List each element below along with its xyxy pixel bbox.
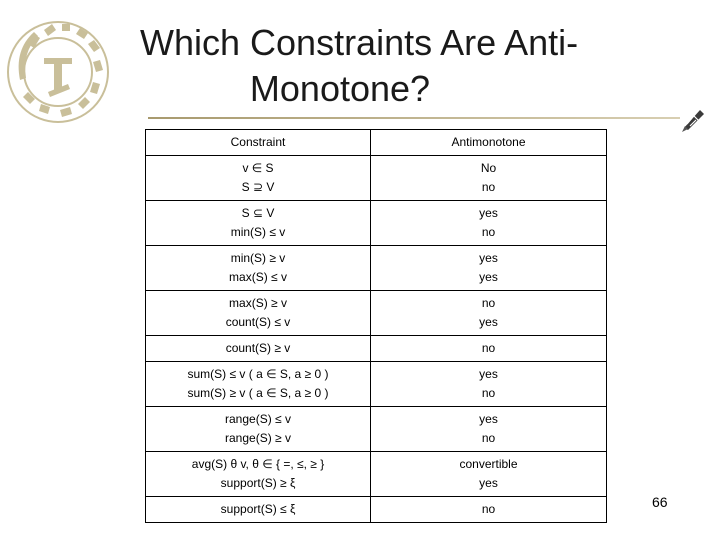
constraint-text: min(S) ≤ v bbox=[230, 225, 286, 239]
antimonotone-cell bbox=[371, 201, 607, 246]
antimonotone-value: no bbox=[481, 386, 496, 400]
constraint-text: max(S) ≥ v bbox=[229, 296, 287, 310]
antimonotone-value: no bbox=[481, 431, 496, 445]
constraint-text: avg(S) θ v, θ ∈ { =, ≤, ≥ } bbox=[191, 457, 325, 471]
constraint-text: support(S) ≥ ξ bbox=[220, 476, 296, 490]
table-row bbox=[146, 362, 607, 407]
table-row bbox=[146, 291, 607, 336]
antimonotone-value: yes bbox=[479, 251, 498, 265]
header-constraint: Constraint bbox=[146, 130, 371, 156]
antimonotone-value: no bbox=[481, 225, 496, 239]
constraint-cell bbox=[146, 362, 371, 407]
constraint-cell bbox=[146, 201, 371, 246]
antimonotone-value: yes bbox=[479, 315, 498, 329]
constraint-cell bbox=[146, 291, 371, 336]
constraint-cell bbox=[146, 407, 371, 452]
slide-title bbox=[140, 20, 579, 112]
constraint-cell bbox=[146, 336, 371, 362]
antimonotone-value: no bbox=[481, 502, 496, 516]
antimonotone-value: no bbox=[481, 180, 496, 194]
constraint-text: sum(S) ≤ v ( a ∈ S, a ≥ 0 ) bbox=[187, 367, 329, 381]
title-divider bbox=[148, 117, 680, 119]
constraint-cell bbox=[146, 156, 371, 201]
antimonotone-cell bbox=[371, 156, 607, 201]
quill-pen-ornament-icon bbox=[678, 104, 708, 134]
constraint-text: max(S) ≤ v bbox=[229, 270, 287, 284]
constraint-text: count(S) ≥ v bbox=[225, 341, 291, 355]
constraint-text: S ⊆ V bbox=[241, 206, 275, 220]
constraint-text: count(S) ≤ v bbox=[225, 315, 291, 329]
table-row bbox=[146, 497, 607, 523]
antimonotone-value: No bbox=[480, 161, 497, 175]
antimonotone-value: yes bbox=[479, 476, 498, 490]
constraint-text: support(S) ≤ ξ bbox=[220, 502, 296, 516]
table-row bbox=[146, 201, 607, 246]
slide-title-line-2: Monotone? bbox=[249, 68, 431, 109]
antimonotone-cell bbox=[371, 336, 607, 362]
table-row bbox=[146, 156, 607, 201]
antimonotone-value: convertible bbox=[459, 457, 518, 471]
constraint-text: range(S) ≤ v bbox=[225, 412, 291, 426]
constraint-text: min(S) ≥ v bbox=[230, 251, 286, 265]
antimonotone-value: yes bbox=[479, 270, 498, 284]
university-seal-logo bbox=[0, 10, 120, 130]
slide-title-line-1: Which Constraints Are Anti- bbox=[140, 22, 579, 63]
antimonotone-cell bbox=[371, 497, 607, 523]
constraint-text: sum(S) ≥ v ( a ∈ S, a ≥ 0 ) bbox=[187, 386, 329, 400]
constraint-text: v ∈ S bbox=[242, 161, 274, 175]
table-header-row bbox=[146, 130, 607, 156]
antimonotone-value: yes bbox=[479, 367, 498, 381]
table-row bbox=[146, 407, 607, 452]
antimonotone-table bbox=[145, 129, 607, 523]
antimonotone-value: yes bbox=[479, 206, 498, 220]
antimonotone-cell bbox=[371, 407, 607, 452]
header-antimonotone: Antimonotone bbox=[371, 130, 607, 156]
constraint-cell bbox=[146, 246, 371, 291]
antimonotone-cell bbox=[371, 291, 607, 336]
antimonotone-cell bbox=[371, 452, 607, 497]
table-row bbox=[146, 452, 607, 497]
antimonotone-value: no bbox=[481, 341, 496, 355]
antimonotone-value: yes bbox=[479, 412, 498, 426]
antimonotone-cell bbox=[371, 246, 607, 291]
constraint-cell bbox=[146, 452, 371, 497]
constraint-text: S ⊇ V bbox=[241, 180, 275, 194]
antimonotone-value: no bbox=[481, 296, 496, 310]
constraint-text: range(S) ≥ v bbox=[225, 431, 291, 445]
table-row bbox=[146, 246, 607, 291]
constraint-cell bbox=[146, 497, 371, 523]
page-number: 66 bbox=[652, 494, 668, 510]
antimonotone-cell bbox=[371, 362, 607, 407]
table-row bbox=[146, 336, 607, 362]
